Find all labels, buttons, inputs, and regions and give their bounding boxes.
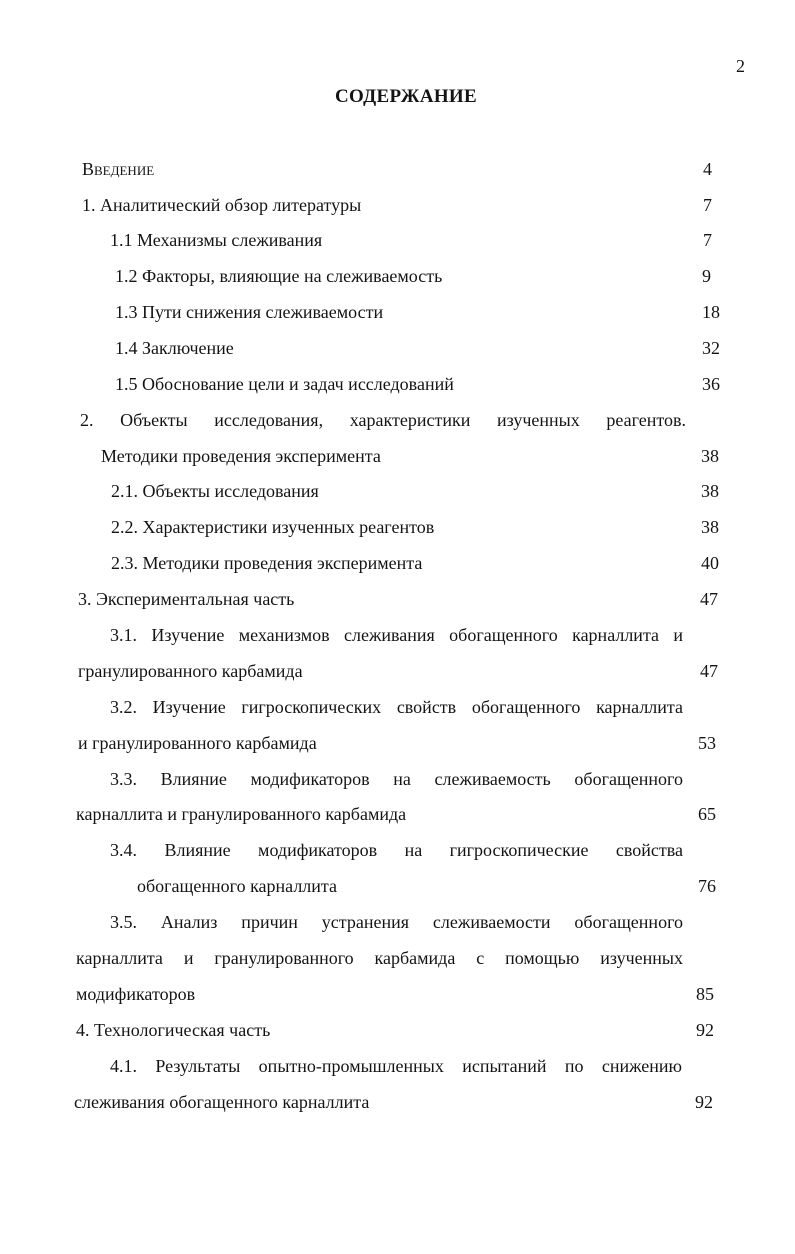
toc-entry-text: 3.5. Анализ причин устранения слеживаемости обогащенного: [110, 912, 683, 932]
toc-entry-s3-5-line3: [0, 981, 795, 1007]
toc-entry-text: 3.1. Изучение механизмов слеживания обогащенного карналлита и: [110, 625, 683, 645]
toc-entry-text: 1.5 Обоснование цели и задач исследований: [115, 374, 454, 394]
toc-entry-text: 2.3. Методики проведения эксперимента: [111, 553, 423, 573]
toc-entry-page: 40: [701, 553, 719, 573]
toc-entry-text: 2.2. Характеристики изученных реагентов: [111, 517, 435, 537]
toc-entry-text: и гранулированного карбамида: [78, 733, 317, 753]
toc-entry-text: 2. Объекты исследования, характеристики изученных реагентов.: [80, 410, 686, 430]
toc-entry-s3-3-line1: [0, 766, 795, 792]
toc-entry-s3-1-line2: [0, 658, 795, 684]
toc-entry-ch1: [0, 192, 795, 218]
toc-entry-text: 3.4. Влияние модификаторов на гигроскопические свойства: [110, 840, 683, 860]
toc-entry-s1-3: [0, 299, 795, 325]
toc-entry-s4-1-line2: [0, 1089, 795, 1115]
toc-entry-text: карналлита и гранулированного карбамида с помощью изученных: [76, 948, 683, 968]
toc-entry-s3-2-line1: [0, 694, 795, 720]
toc-entry-s3-2-line2: [0, 730, 795, 756]
toc-entry-page: 7: [703, 230, 712, 250]
toc-entry-s1-5: [0, 371, 795, 397]
toc-entry-text: 3. Экспериментальная часть: [78, 589, 295, 609]
toc-entry-s2-1: [0, 478, 795, 504]
toc-entry-page: 7: [703, 195, 712, 215]
toc-entry-page: 47: [700, 589, 718, 609]
toc-entry-page: 76: [698, 876, 716, 896]
toc-entry-text: 4. Технологическая часть: [76, 1020, 271, 1040]
toc-entry-text: 3.3. Влияние модификаторов на слеживаемость обогащенного: [110, 769, 683, 789]
toc-entry-s3-3-line2: [0, 801, 795, 827]
toc-entry-text: 1. Аналитический обзор литературы: [82, 195, 362, 215]
page-number: 2: [736, 56, 745, 76]
toc-entry-page: 18: [702, 302, 720, 322]
toc-entry-text: слеживания обогащенного карналлита: [74, 1092, 370, 1112]
toc-entry-page: 9: [702, 266, 711, 286]
toc-entry-ch4: [0, 1017, 795, 1043]
toc-entry-s1-4: [0, 335, 795, 361]
toc-entry-text: 1.1 Механизмы слеживания: [110, 230, 323, 250]
toc-entry-s2-2: [0, 514, 795, 540]
toc-entry-s3-4-line1: [0, 837, 795, 863]
toc-entry-page: 53: [698, 733, 716, 753]
toc-entry-text: 3.2. Изучение гигроскопических свойств обогащенного карналлита: [110, 697, 683, 717]
toc-entry-text: Методики проведения эксперимента: [101, 446, 381, 466]
page-title: СОДЕРЖАНИЕ: [335, 86, 477, 107]
toc-entry-ch2-line1: [0, 407, 795, 433]
toc-entry-s3-5-line2: [0, 945, 795, 971]
toc-entry-page: 38: [701, 481, 719, 501]
toc-entry-page: 32: [702, 338, 720, 358]
toc-entry-text: 4.1. Результаты опытно-промышленных испытаний по снижению: [110, 1056, 682, 1076]
toc-entry-s3-5-line1: [0, 909, 795, 935]
toc-entry-text: Введение: [82, 159, 155, 179]
toc-entry-text: карналлита и гранулированного карбамида: [76, 804, 407, 824]
toc-entry-page: 36: [702, 374, 720, 394]
toc-entry-page: 47: [700, 661, 718, 681]
toc-entry-s1-2: [0, 263, 795, 289]
toc-entry-page: 4: [703, 159, 712, 179]
toc-entry-s4-1-line1: [0, 1053, 795, 1079]
toc-entry-s3-4-line2: [0, 873, 795, 899]
toc-entry-s3-1-line1: [0, 622, 795, 648]
toc-entry-ch3: [0, 586, 795, 612]
toc-entry-page: 38: [701, 517, 719, 537]
toc-entry-text: модификаторов: [76, 984, 196, 1004]
toc-entry-text: 2.1. Объекты исследования: [111, 481, 319, 501]
toc-entry-s1-1: [0, 227, 795, 253]
toc-entry-page: 38: [701, 446, 719, 466]
toc-entry-s2-3: [0, 550, 795, 576]
toc-entry-text: 1.2 Факторы, влияющие на слеживаемость: [115, 266, 443, 286]
toc-entry-page: 92: [696, 1020, 714, 1040]
toc-entry-text: 1.3 Пути снижения слеживаемости: [115, 302, 384, 322]
toc-entry-text: 1.4 Заключение: [115, 338, 234, 358]
toc-entry-page: 92: [695, 1092, 713, 1112]
toc-entry-text: обогащенного карналлита: [137, 876, 337, 896]
toc-entry-page: 65: [698, 804, 716, 824]
toc-entry-page: 85: [696, 984, 714, 1004]
toc-entry-ch2-line2: [0, 443, 795, 469]
toc-entry-text: гранулированного карбамида: [78, 661, 303, 681]
toc-entry-intro: [0, 156, 795, 182]
